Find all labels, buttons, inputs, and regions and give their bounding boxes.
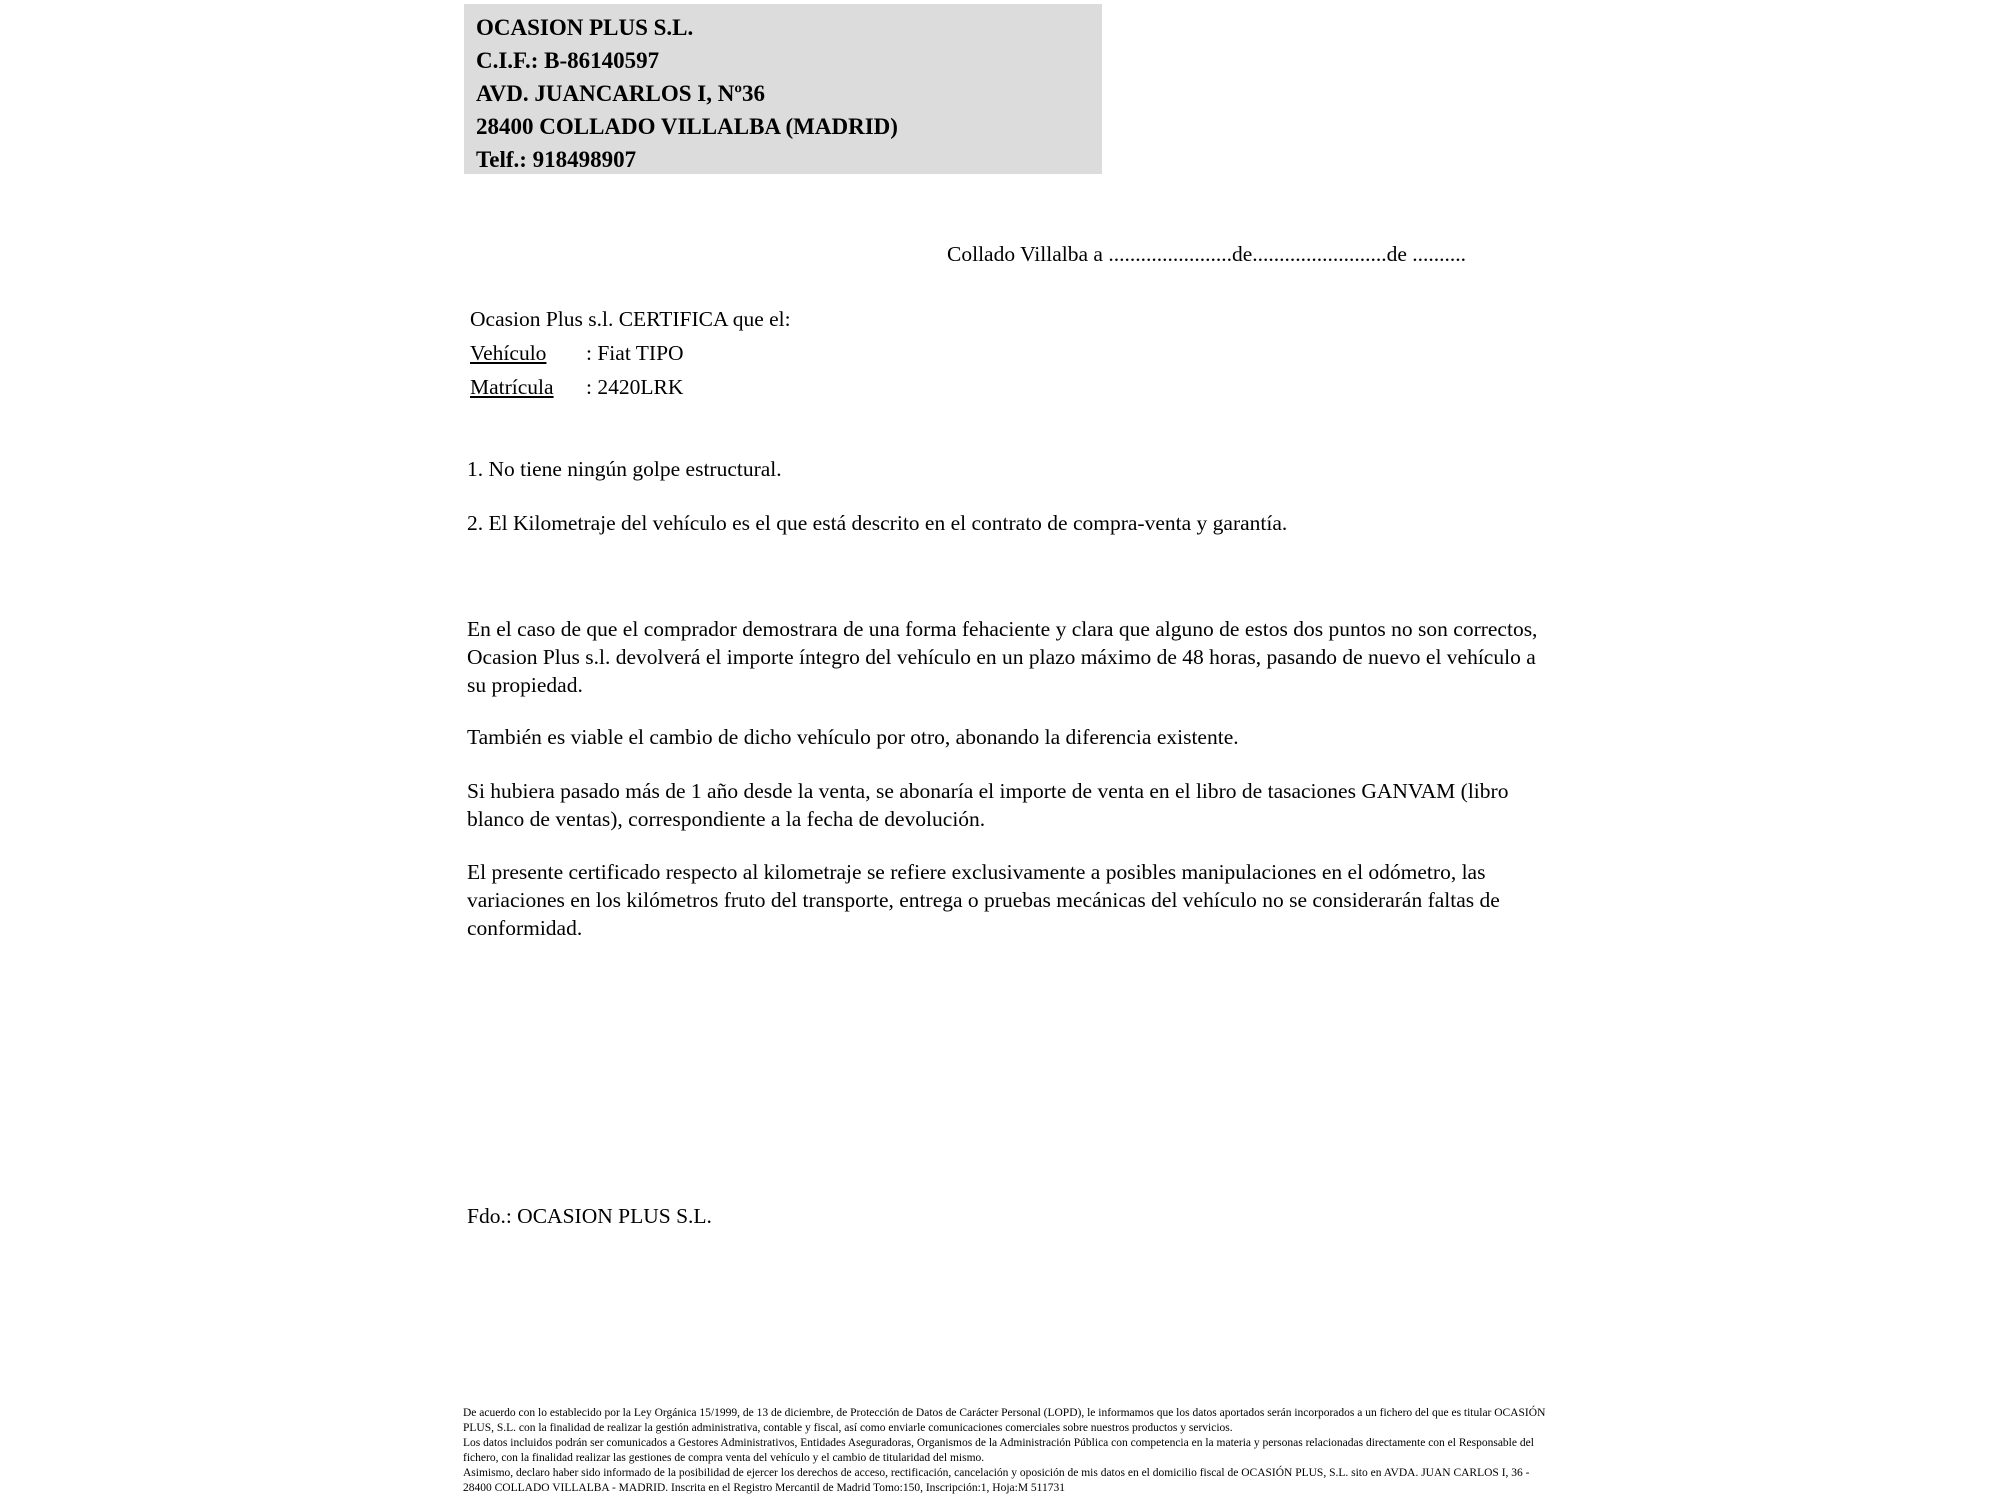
ganvam-paragraph: Si hubiera pasado más de 1 año desde la venta, se abonaría el importe de venta en el libro de tasaciones GANVAM (libro blanco de ventas), correspondiente a la fecha de devolución.: [467, 779, 1509, 831]
legal-paragraph-data-sharing: Los datos incluidos podrán ser comunicados a Gestores Administrativos, Entidades Aseguradoras, Organismos de la Administración Pública con competencia en la materia y personas relacionadas directamente con el Responsable del fichero, con la finalidad realizar las gestiones de compra venta del vehículo y el cambio de titularidad del mismo.: [463, 1437, 1534, 1464]
certification-intro: Ocasion Plus s.l. CERTIFICA que el:: [470, 307, 791, 331]
plate-value: : 2420LRK: [586, 375, 684, 399]
company-cif: C.I.F.: B-86140597: [476, 48, 660, 73]
odometer-disclaimer-paragraph: El presente certificado respecto al kilometraje se refiere exclusivamente a posibles manipulaciones en el odómetro, las variaciones en los kilómetros fruto del transporte, entrega o pruebas mecánicas del vehículo no se considerarán faltas de conformidad.: [467, 860, 1500, 940]
certification-block: [470, 302, 791, 404]
company-city: 28400 COLLADO VILLALBA (MADRID): [476, 114, 898, 139]
exchange-paragraph: También es viable el cambio de dicho vehículo por otro, abonando la diferencia existente.: [467, 725, 1239, 749]
certification-point-2: 2. El Kilometraje del vehículo es el que está descrito en el contrato de compra-venta y garantía.: [467, 511, 1288, 535]
date-fill-in-line: Collado Villalba a .......................de.........................de ..........: [947, 242, 1467, 266]
certification-point-1: 1. No tiene ningún golpe estructural.: [467, 457, 782, 481]
plate-label: Matrícula: [470, 375, 554, 399]
vehicle-value: : Fiat TIPO: [586, 341, 684, 365]
company-address: AVD. JUANCARLOS I, Nº36: [476, 81, 765, 106]
plate-field-row: [470, 370, 791, 404]
company-name: OCASION PLUS S.L.: [476, 15, 694, 40]
vehicle-label: Vehículo: [470, 341, 547, 365]
signature-line: Fdo.: OCASION PLUS S.L.: [467, 1204, 712, 1228]
legal-footer: [463, 1406, 1553, 1496]
company-phone: Telf.: 918498907: [476, 147, 637, 172]
company-header-box: [464, 4, 1102, 174]
legal-paragraph-rights: Asimismo, declaro haber sido informado de la posibilidad de ejercer los derechos de acceso, rectificación, cancelación y oposición de mis datos en el domicilio fiscal de OCASIÓN PLUS, S.L. sito en AVDA. JUAN CARLOS I, 36 - 28400 COLLADO VILLALBA - MADRID. Inscrita en el Registro Mercantil de Madrid Tomo:150, Inscripción:1, Hoja:M 511731: [463, 1467, 1530, 1494]
legal-paragraph-lopd: De acuerdo con lo establecido por la Ley Orgánica 15/1999, de 13 de diciembre, de Protección de Datos de Carácter Personal (LOPD), le informamos que los datos aportados serán incorporados a un fichero del que es titular OCASIÓN PLUS, S.L. con la finalidad de realizar la gestión administrativa, contable y fiscal, así como enviarle comunicaciones comerciales sobre nuestros productos y servicios.: [463, 1407, 1546, 1434]
vehicle-field-row: [470, 336, 791, 370]
refund-paragraph: En el caso de que el comprador demostrara de una forma fehaciente y clara que alguno de estos dos puntos no son correctos, Ocasion Plus s.l. devolverá el importe íntegro del vehículo en un plazo máximo de 48 horas, pasando de nuevo el vehículo a su propiedad.: [467, 617, 1538, 697]
